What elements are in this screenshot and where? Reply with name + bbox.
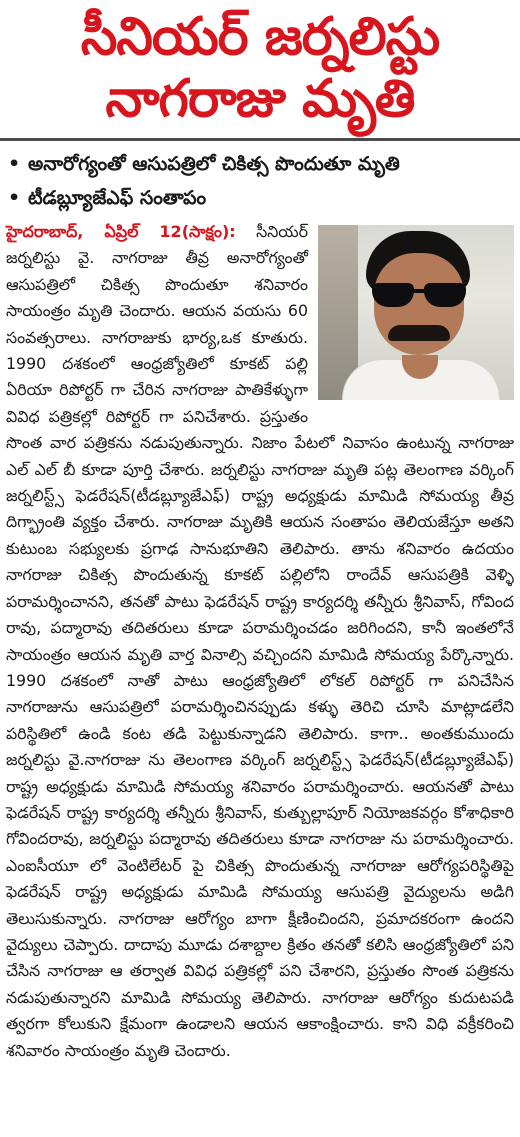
bullet-icon: • [8,153,21,175]
sub-headline-text: అనారోగ్యంతో ఆసుపత్రిలో చికిత్స పొందుతూ మృతి [28,153,400,175]
sunglasses-icon [372,283,466,309]
portrait-photo [318,225,514,400]
article-paragraph: సీనియర్ జర్నలిస్టు వై. నాగరాజు తీవ్ర అనారోగ్యంతో ఆసుపత్రిలో చికిత్స పొందుతూ శనివారం సాయంత్రం మృతి చెందారు. ఆయన వయసు 60 సంవత్సరాలు. నాగరాజుకు భార్య,ఒక కూతురు. 1990 దశకంలో ఆంధ్రజ్యోతిలో కూకట్ పల్లి ఏరియా రిపోర్టర్ గా చేరిన నాగరాజు పాతికేళ్ళుగా వివిధ పత్రికల్లో రిపోర్టర్ గా పనిచేశారు. ప్రస్తుతం సొంత వార పత్రికను నడుపుతున్నారు. నిజాం పేటలో నివాసం ఉంటున్న నాగరాజు ఎల్ ఎల్ బీ కూడా పూర్తి చేశారు. జర్నలిస్టు నాగరాజు మృతి పట్ల తెలంగాణ వర్కింగ్ జర్నలిస్ట్స్ ఫెడరేషన్(టీడబ్ల్యూజేఎఫ్) రాష్ట్ర అధ్యక్షుడు మామిడి సోమయ్య తీవ్ర దిగ్భ్రాంతి వ్యక్తం చేశారు. నాగరాజు మృతికి ఆయన సంతాపం తెలియజేస్తూ అతని కుటుంబ సభ్యులకు ప్రగాఢ సానుభూతిని తెలిపారు. తాను శనివారం ఉదయం నాగరాజు చికిత్స పొందుతున్న కూకట్ పల్లిలోని రాందేవ్ ఆసుపత్రికి వెళ్ళి పరామర్శించానని, తనతో పాటు ఫెడరేషన్ రాష్ట్ర కార్యదర్శి తన్నీరు శ్రీనివాస్, గోవింద రావు, పద్మారావు తదితరులు కూడా పరామర్శించడం జరిగిందని, కానీ ఇంతలోనే సాయంత్రం ఆయన మృతి వార్త వినాల్సి వచ్చిందని మామిడి సోమయ్య పేర్కొన్నారు. 1990 దశకంలో నాతో పాటు ఆంధ్రజ్యోతిలో లోకల్ రిపోర్టర్ గా పనిచేసిన నాగరాజును ఆసుపత్రిలో పరామర్శించినప్పుడు కళ్ళు తెరిచి చూసి మాట్లాడలేని పరిస్థితిలో ఉండి కంట తడి పెట్టుకున్నాడని తెలిపారు. కాగా.. అంతకుముందు జర్నలిస్టు వై.నాగరాజు ను తెలంగాణ వర్కింగ్ జర్నలిస్ట్స్ ఫెడరేషన్(టీడబ్ల్యూజేఎఫ్) రాష్ట్ర అధ్యక్షుడు మామిడి సోమయ్య శనివారం పరామర్శించారు. ఆయనతో పాటు ఫెడరేషన్ రాష్ట్ర కార్యదర్శి తన్నీరు శ్రీనివాస్, కుత్బుల్లాపూర్ నియోజకవర్గం కోశాధికారి గోవిందరావు, జర్నలిస్టు పద్మారావు తదితరులు కూడా నాగరాజు ను పరామర్శించారు. ఎంఐసీయూ లో వెంటిలేటర్ పై చికిత్స పొందుతున్న నాగరాజు ఆరోగ్యపరిస్థితిపై ఫెడరేషన్ రాష్ట్ర అధ్యక్షుడు మామిడి సోమయ్య ఆసుపత్రి వైద్యులను అడిగి తెలుసుకున్నారు. నాగరాజు ఆరోగ్యం బాగా క్షీణించిందని, ప్రమాదకరంగా ఉందని వైద్యులు చెప్పారు. దాదాపు మూడు దశాబ్దాల క్రితం తనతో కలిసి ఆంధ్రజ్యోతిలో పని చేసిన నాగరాజు ఆ తర్వాత వివిధ పత్రికల్లో పని చేశారని, ప్రస్తుతం సొంత పత్రికను నడుపుతున్నారని మామిడి సోమయ్య తెలిపారు. నాగరాజు ఆరోగ్యం కుదుటపడి త్వరగా కోలుకుని క్షేమంగా ఉండాలని ఆయన ఆకాంక్షించారు. కాని విధి వక్రీకరించి శనివారం సాయంత్రం మృతి చెందారు. [6,222,514,1060]
headline-line-1: సీనియర్ జర్నలిస్టు [80,7,440,67]
headline [0,0,520,130]
sub-headline-2 [8,181,512,215]
dateline: హైదరాబాద్, ఏప్రిల్ 12(సాక్షం): [6,222,236,241]
sub-headlines [0,141,520,215]
bullet-icon: • [8,187,21,209]
headline-line-2: నాగరాజు మృతి [105,69,415,129]
sub-headline-1 [8,147,512,181]
sub-headline-text: టీడబ్ల్యూజేఎఫ్ సంతాపం [28,187,207,209]
article-body [0,215,520,1064]
